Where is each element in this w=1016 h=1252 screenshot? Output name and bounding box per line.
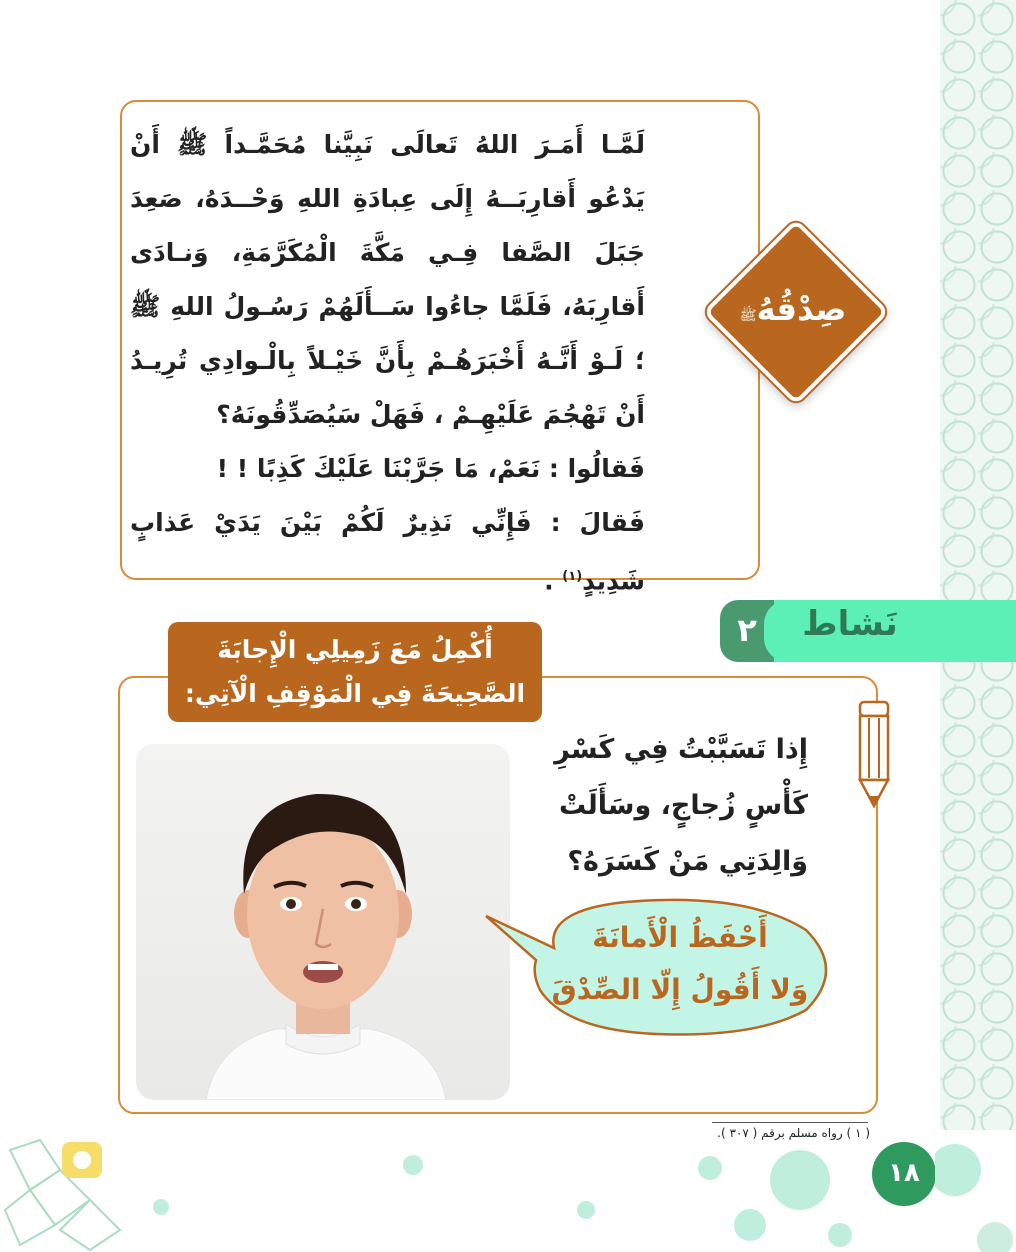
instruction-line-2: الصَّحِيحَةَ فِي الْمَوْقِفِ الْآتِي: — [184, 679, 526, 708]
story-text — [130, 118, 645, 608]
small-flower-deco — [398, 1150, 428, 1180]
bottom-left-pattern — [0, 1130, 150, 1252]
bottom-flower-pattern — [690, 1140, 870, 1250]
side-pattern-strip — [940, 0, 1016, 1130]
honorific-mark: ﷺ — [739, 308, 757, 324]
footnote: ( ١ ) رواه مسلم برقم ( ٣٠٧ ). — [717, 1126, 870, 1140]
footnote-rule — [712, 1122, 868, 1123]
question-text: إِذا تَسَبَّبْتُ فِي كَسْرِ كَأْسٍ زُجاجٍ، وسَأَلَتْ وَالِدَتِي مَنْ كَسَرَهُ؟ — [554, 734, 808, 877]
story-title — [708, 290, 878, 328]
pencil-icon — [854, 700, 894, 810]
instruction-line-1: أُكْمِلُ مَعَ زَمِيلِي الْإِجابَةَ — [217, 635, 493, 664]
instruction-banner — [168, 622, 542, 722]
boy-photo — [136, 744, 510, 1100]
story-title-diamond — [708, 218, 878, 438]
story-line-2: فَقالُوا : نَعَمْ، مَا جَرَّبْنَا عَلَيْكَ كَذِبًا ! ! — [216, 454, 645, 483]
page-number: ١٨ — [872, 1142, 936, 1206]
story-line-3-text: فَقالَ : فَإِنِّي نَذِيرٌ لَكُمْ بَيْنَ يَدَيْ عَذابٍ شَدِيدٍ — [130, 508, 645, 596]
activity-label: نَشاط — [802, 604, 898, 644]
bubble-line-2: وَلا أَقُولُ إِلّا الصِّدْقَ — [551, 973, 809, 1006]
story-title-text: صِدْقُهُ — [756, 290, 847, 328]
boy-illustration — [136, 744, 510, 1100]
activity-number: ٢ — [720, 600, 774, 662]
bottom-right-flower — [935, 1130, 1016, 1252]
small-flower-deco-3 — [572, 1196, 600, 1224]
bubble-line-1: أَحْفَظُ الْأَمانَةَ — [592, 921, 768, 954]
footnote-marker: (١) — [562, 569, 583, 584]
small-flower-deco-2 — [148, 1194, 174, 1220]
bubble-text — [540, 912, 820, 1016]
story-paragraph: لَمَّـا أَمَـرَ اللهُ تَعالَى نَبِيَّنا مُحَمَّـداً ﷺ أَنْ يَدْعُو أَقارِبَــهُ إِلَى عِبادَةِ اللهِ وَحْــدَهُ، صَعِدَ جَبَلَ الصَّفا فِـي مَكَّةَ الْمُكَرَّمَةِ، وَنـادَى أَقارِبَهُ، فَلَمَّا جاءُوا سَــأَلَهُمْ رَسُـولُ اللهِ ﷺ ؛ لَـوْ أَنَّـهُ أَخْبَرَهُـمْ بِأَنَّ خَيْـلاً بِالْـوادِي تُرِيـدُ أَنْ تَهْجُمَ عَلَيْهِـمْ ، فَهَلْ سَيُصَدِّقُونَهُ؟ — [130, 130, 645, 429]
story-line-3 — [130, 496, 645, 608]
story-line-3-end: . — [544, 566, 563, 596]
